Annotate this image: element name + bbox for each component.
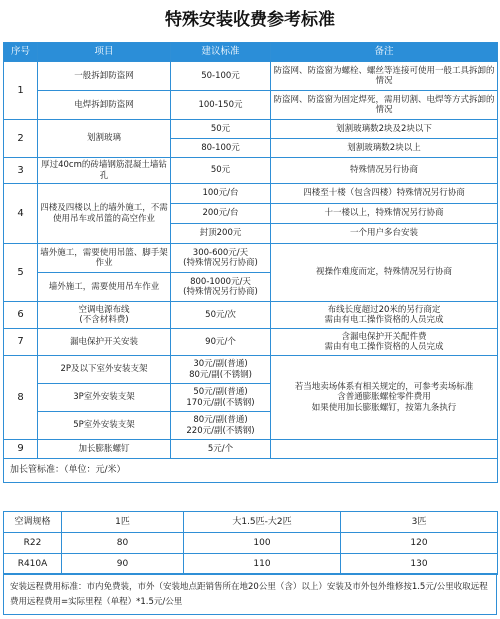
note-cell: 视操作难度而定，特殊情况另行协商	[271, 244, 498, 302]
note-cell: 防盗网、防盗窗为螺栓、螺丝等连接可使用一般工具拆卸的情况	[271, 62, 498, 91]
price-cell: 80-100元	[171, 139, 271, 158]
header-row	[4, 43, 498, 62]
table-row	[4, 440, 498, 459]
note-cell	[271, 440, 498, 459]
row-number: 8	[4, 356, 38, 440]
price-cell: 90元/个	[171, 329, 271, 356]
table-row	[4, 356, 498, 384]
price-cell: 5元/个	[171, 440, 271, 459]
item-cell: 5P室外安装支架	[38, 412, 171, 440]
table-row	[4, 91, 498, 120]
item-cell: 漏电保护开关安装	[38, 329, 171, 356]
price-cell: 90	[62, 554, 184, 575]
price-cell: 封顶200元	[171, 224, 271, 244]
refrigerant-cell: R22	[4, 533, 62, 554]
price-cell: 50元/副(普通) 170元/副(不锈钢)	[171, 384, 271, 412]
row-number: 1	[4, 62, 38, 120]
note-cell: 一个用户多台安装	[271, 224, 498, 244]
price-cell: 300-600元/天 (特殊情况另行协商)	[171, 244, 271, 273]
item-cell: 2P及以下室外安装支架	[38, 356, 171, 384]
price-cell: 50-100元	[171, 62, 271, 91]
item-cell: 一般拆卸防盗网	[38, 62, 171, 91]
table-row	[4, 329, 498, 356]
row-number: 6	[4, 302, 38, 329]
price-cell: 30元/副(普通) 80元/副(不锈钢)	[171, 356, 271, 384]
price-cell: 110	[184, 554, 341, 575]
table-row	[4, 158, 498, 184]
price-cell: 100	[184, 533, 341, 554]
item-cell: 电焊拆卸防盗网	[38, 91, 171, 120]
note-cell: 划割玻璃数2块以上	[271, 139, 498, 158]
col-header-note: 备注	[271, 43, 498, 62]
price-cell: 100-150元	[171, 91, 271, 120]
note-cell: 含漏电保护开关配件费 需由有电工操作资格的人员完成	[271, 329, 498, 356]
item-cell: 加长膨胀螺钉	[38, 440, 171, 459]
spec-header: 空调规格	[4, 512, 62, 533]
note-cell: 特殊情况另行协商	[271, 158, 498, 184]
price-cell: 50元	[171, 120, 271, 139]
row-number: 3	[4, 158, 38, 184]
table-row	[4, 533, 498, 554]
col-header-price: 建议标准	[171, 43, 271, 62]
col-header-no: 序号	[4, 43, 38, 62]
table-row	[4, 244, 498, 273]
row-number: 5	[4, 244, 38, 302]
item-cell: 四楼及四楼以上的墙外施工，不需使用吊车或吊篮的高空作业	[38, 184, 171, 244]
table-row	[4, 302, 498, 329]
pipe-note-row	[4, 459, 498, 483]
item-cell: 墙外施工，需要使用吊车作业	[38, 273, 171, 302]
note-cell: 布线长度超过20米的另行商定 需由有电工操作资格的人员完成	[271, 302, 498, 329]
note-cell: 四楼至十楼（包含四楼）特殊情况另行协商	[271, 184, 498, 204]
refrigerant-cell: R410A	[4, 554, 62, 575]
spec-header: 3匹	[341, 512, 498, 533]
table-row	[4, 62, 498, 91]
table-row	[4, 554, 498, 575]
price-cell: 50元	[171, 158, 271, 184]
price-cell: 100元/台	[171, 184, 271, 204]
item-cell: 墙外施工，需要使用吊篮、脚手架作业	[38, 244, 171, 273]
price-cell: 120	[341, 533, 498, 554]
remote-fee-note: 安装远程费用标准：市内免费装，市外（安装地点距销售所在地20公里（含）以上）安装及市外包外维修按1.5元/公里收取远程费用远程费用=实际里程（单程）*1.5元/公里	[3, 573, 497, 615]
price-cell: 50元/次	[171, 302, 271, 329]
page-title: 特殊安装收费参考标准	[165, 10, 335, 30]
price-cell: 800-1000元/天 (特殊情况另行协商)	[171, 273, 271, 302]
spec-header: 1匹	[62, 512, 184, 533]
table-row	[4, 512, 498, 533]
table-row	[4, 120, 498, 139]
row-number: 9	[4, 440, 38, 459]
price-cell: 130	[341, 554, 498, 575]
table-row	[4, 184, 498, 204]
item-cell: 厚过40cm的砖墙钢筋混凝土墙钻孔	[38, 158, 171, 184]
item-cell: 划割玻璃	[38, 120, 171, 158]
row-number: 2	[4, 120, 38, 158]
note-cell: 防盗网、防盗窗为固定焊死，需用切割、电焊等方式拆卸的情况	[271, 91, 498, 120]
note-cell: 十一楼以上，特殊情况另行协商	[271, 204, 498, 224]
spec-header: 大1.5匹-大2匹	[184, 512, 341, 533]
row-number: 7	[4, 329, 38, 356]
price-cell: 200元/台	[171, 204, 271, 224]
note-cell: 划割玻璃数2块及2块以下	[271, 120, 498, 139]
col-header-item: 项目	[38, 43, 171, 62]
price-cell: 80元/副(普通) 220元/副(不锈钢)	[171, 412, 271, 440]
pipe-note: 加长管标准：（单位：元/米）	[4, 459, 498, 483]
fee-table	[3, 42, 498, 483]
item-cell: 3P室外安装支架	[38, 384, 171, 412]
item-cell: 空调电源布线 (不含材料费)	[38, 302, 171, 329]
pipe-price-table	[3, 511, 498, 575]
price-cell: 80	[62, 533, 184, 554]
note-cell: 若当地卖场体系有相关规定的，可参考卖场标准 含普通膨胀螺栓零件费用 如果使用加长膨胀螺钉，按第九条执行	[271, 356, 498, 440]
row-number: 4	[4, 184, 38, 244]
